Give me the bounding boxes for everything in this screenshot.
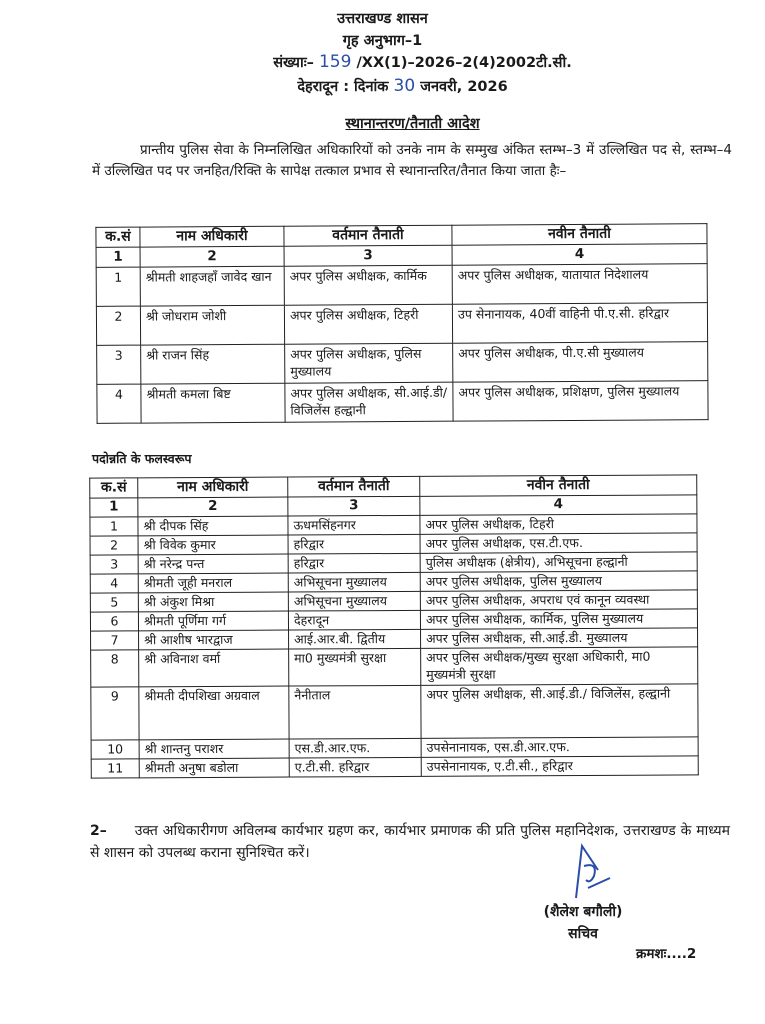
order-number <box>0 52 765 72</box>
col-header-serial: क.सं <box>96 227 140 247</box>
officer-name-cell: श्रीमती कमला बिष्ट <box>141 383 285 423</box>
serial-cell: 1 <box>90 517 138 536</box>
col-header-name: नाम अधिकारी <box>138 477 288 498</box>
table-row <box>97 342 708 385</box>
serial-cell: 1 <box>96 267 140 306</box>
table-row <box>97 381 708 424</box>
current-posting-cell: मा0 मुख्यमंत्री सुरक्षा <box>289 648 421 686</box>
new-posting-cell: उपसेनानायक, ए.टी.सी., हरिद्वार <box>421 756 698 776</box>
current-posting-cell: अपर पुलिस अधीक्षक, टिहरी <box>284 304 452 344</box>
government-name: उत्तराखण्ड शासन <box>337 11 428 27</box>
officer-name-cell: श्री नरेन्द्र पन्त <box>138 554 288 574</box>
department-name: गृह अनुभाग–1 <box>342 33 423 49</box>
closing-paragraph-number: 2– <box>90 823 107 839</box>
transfer-table <box>95 223 708 424</box>
current-posting-cell: हरिद्वार <box>288 553 420 573</box>
officer-name-cell: श्री राजन सिंह <box>141 344 285 384</box>
intro-paragraph: प्रान्तीय पुलिस सेवा के निम्नलिखित अधिकारियों को उनके नाम के सम्मुख अंकित स्तम्भ–3 में उल्लिखित पद से, स्तम्भ–4 में उल्लिखित पद पर जनहित/रिक्ति के सापेक्ष तत्काल प्रभाव से स्थानान्तरित/तैनात किया जाता हैः– <box>92 142 732 179</box>
current-posting-cell: अभिसूचना मुख्यालय <box>288 591 420 611</box>
new-posting-cell: अपर पुलिस अधीक्षक, अपराध एवं कानून व्यवस्था <box>420 590 697 610</box>
col-number: 4 <box>452 244 707 266</box>
current-posting-cell: अभिसूचना मुख्यालय <box>288 572 420 592</box>
col-number: 3 <box>288 496 420 516</box>
current-posting-cell: अपर पुलिस अधीक्षक, सी.आई.डी/विजिलेंस हल्द्वानी <box>285 382 453 422</box>
col-number: 2 <box>138 497 288 517</box>
current-posting-cell: अपर पुलिस अधीक्षक, पुलिस मुख्यालय <box>285 343 453 383</box>
officer-name-cell: श्री अविनाश वर्मा <box>139 649 289 687</box>
table-row <box>96 303 707 346</box>
col-header-name: नाम अधिकारी <box>140 226 284 247</box>
col-number: 2 <box>140 246 284 267</box>
table-row <box>91 684 698 740</box>
serial-cell: 5 <box>90 593 138 612</box>
table-row <box>91 647 698 687</box>
col-header-new-posting: नवीन तैनाती <box>420 475 697 496</box>
current-posting-cell: हरिद्वार <box>288 534 420 554</box>
col-header-serial: क.सं <box>90 478 138 498</box>
serial-cell: 4 <box>97 384 141 423</box>
col-header-current-posting: वर्तमान तैनाती <box>288 476 420 497</box>
serial-cell: 8 <box>91 650 139 687</box>
officer-name-cell: श्रीमती पूर्णिमा गर्ग <box>138 611 288 631</box>
current-posting-cell: ए.टी.सी. हरिद्वार <box>289 757 421 777</box>
officer-name-cell: श्री अंकुश मिश्रा <box>138 592 288 612</box>
current-posting-cell: एस.डी.आर.एफ. <box>289 738 421 758</box>
serial-cell: 9 <box>91 687 139 740</box>
promotion-table <box>89 474 699 778</box>
new-posting-cell: उप सेनानायक, 40वीं वाहिनी पी.ए.सी. हरिद्वार <box>452 303 707 344</box>
signatory-designation: सचिव <box>568 926 598 942</box>
order-number-suffix: /XX(1)–2026–2(4)2002टी.सी. <box>356 55 572 71</box>
date-handwritten: 30 <box>393 76 416 96</box>
new-posting-cell: अपर पुलिस अधीक्षक, एस.टी.एफ. <box>420 533 697 553</box>
order-number-handwritten: 159 <box>318 52 352 72</box>
current-posting-cell: देहरादून <box>288 610 420 630</box>
col-header-new-posting: नवीन तैनाती <box>452 224 707 246</box>
serial-cell: 2 <box>90 536 138 555</box>
signatory-name: (शैलेश बगौली) <box>543 904 623 920</box>
col-header-current-posting: वर्तमान तैनाती <box>284 225 452 246</box>
serial-cell: 3 <box>97 345 141 384</box>
place-date <box>0 76 765 96</box>
officer-name-cell: श्रीमती दीपशिखा अग्रवाल <box>139 686 289 740</box>
new-posting-cell: अपर पुलिस अधीक्षक, कार्मिक, पुलिस मुख्यालय <box>420 609 697 629</box>
officer-name-cell: श्री जोधराम जोशी <box>140 305 284 345</box>
new-posting-cell: अपर पुलिस अधीक्षक, सी.आई.डी./ विजिलेंस, हल्द्वानी <box>421 684 698 738</box>
closing-paragraph-text: उक्त अधिकारीगण अविलम्ब कार्यभार ग्रहण कर, कार्यभार प्रमाणक की प्रति पुलिस महानिदेशक, उत्तराखण्ड के माध्यम से शासन को उपलब्ध कराना सुनिश्चित करें। <box>90 823 730 861</box>
current-posting-cell: आई.आर.बी. द्वितीय <box>289 629 421 649</box>
new-posting-cell: अपर पुलिस अधीक्षक/मुख्य सुरक्षा अधिकारी, मा0 मुख्यमंत्री सुरक्षा <box>421 647 698 685</box>
new-posting-cell: अपर पुलिस अधीक्षक, पुलिस मुख्यालय <box>420 571 697 591</box>
serial-cell: 4 <box>90 574 138 593</box>
order-number-label: संख्याः– <box>273 55 314 71</box>
signature-mark <box>568 840 618 908</box>
closing-paragraph <box>90 820 730 864</box>
new-posting-cell: उपसेनानायक, एस.डी.आर.एफ. <box>421 737 698 757</box>
new-posting-cell: अपर पुलिस अधीक्षक, यातायात निदेशालय <box>452 264 707 305</box>
new-posting-cell: अपर पुलिस अधीक्षक, टिहरी <box>420 514 697 534</box>
new-posting-cell: अपर पुलिस अधीक्षक, सी.आई.डी. मुख्यालय <box>421 628 698 648</box>
serial-cell: 7 <box>91 631 139 650</box>
section-promotion-label: पदोन्नति के फलस्वरूप <box>92 451 192 466</box>
date-suffix: जनवरी, 2026 <box>420 79 508 95</box>
continuation-marker: क्रमशः....2 <box>636 946 697 962</box>
officer-name-cell: श्री आशीष भारद्वाज <box>139 630 289 650</box>
new-posting-cell: अपर पुलिस अधीक्षक, पी.ए.सी मुख्यालय <box>453 342 708 383</box>
officer-name-cell: श्रीमती शाहजहाँ जावेद खान <box>140 266 284 306</box>
officer-name-cell: श्रीमती जूही मनराल <box>138 573 288 593</box>
col-number: 4 <box>420 495 697 515</box>
current-posting-cell: नैनीताल <box>289 685 421 739</box>
place-date-label: देहरादून : दिनांक <box>297 79 389 95</box>
serial-cell: 6 <box>90 612 138 631</box>
current-posting-cell: ऊधमसिंहनगर <box>288 515 420 535</box>
serial-cell: 2 <box>96 306 140 345</box>
officer-name-cell: श्रीमती अनुषा बडोला <box>139 758 289 778</box>
serial-cell: 11 <box>91 759 139 778</box>
new-posting-cell: पुलिस अधीक्षक (क्षेत्रीय), अभिसूचना हल्द्वानी <box>420 552 697 572</box>
transfer-table-body <box>96 264 708 424</box>
new-posting-cell: अपर पुलिस अधीक्षक, प्रशिक्षण, पुलिस मुख्यालय <box>453 381 708 422</box>
officer-name-cell: श्री विवेक कुमार <box>138 535 288 555</box>
promotion-table-body <box>90 514 698 778</box>
table-row <box>91 756 698 778</box>
handwritten-signature-icon <box>568 840 618 900</box>
col-number: 1 <box>96 247 140 267</box>
officer-name-cell: श्री शान्तनु पराशर <box>139 739 289 759</box>
col-number: 3 <box>284 245 452 266</box>
order-title: स्थानान्तरण/तैनाती आदेश <box>345 116 480 132</box>
table-row <box>96 264 707 307</box>
serial-cell: 10 <box>91 740 139 759</box>
serial-cell: 3 <box>90 555 138 574</box>
col-number: 1 <box>90 498 138 517</box>
officer-name-cell: श्री दीपक सिंह <box>138 516 288 536</box>
current-posting-cell: अपर पुलिस अधीक्षक, कार्मिक <box>284 265 452 305</box>
